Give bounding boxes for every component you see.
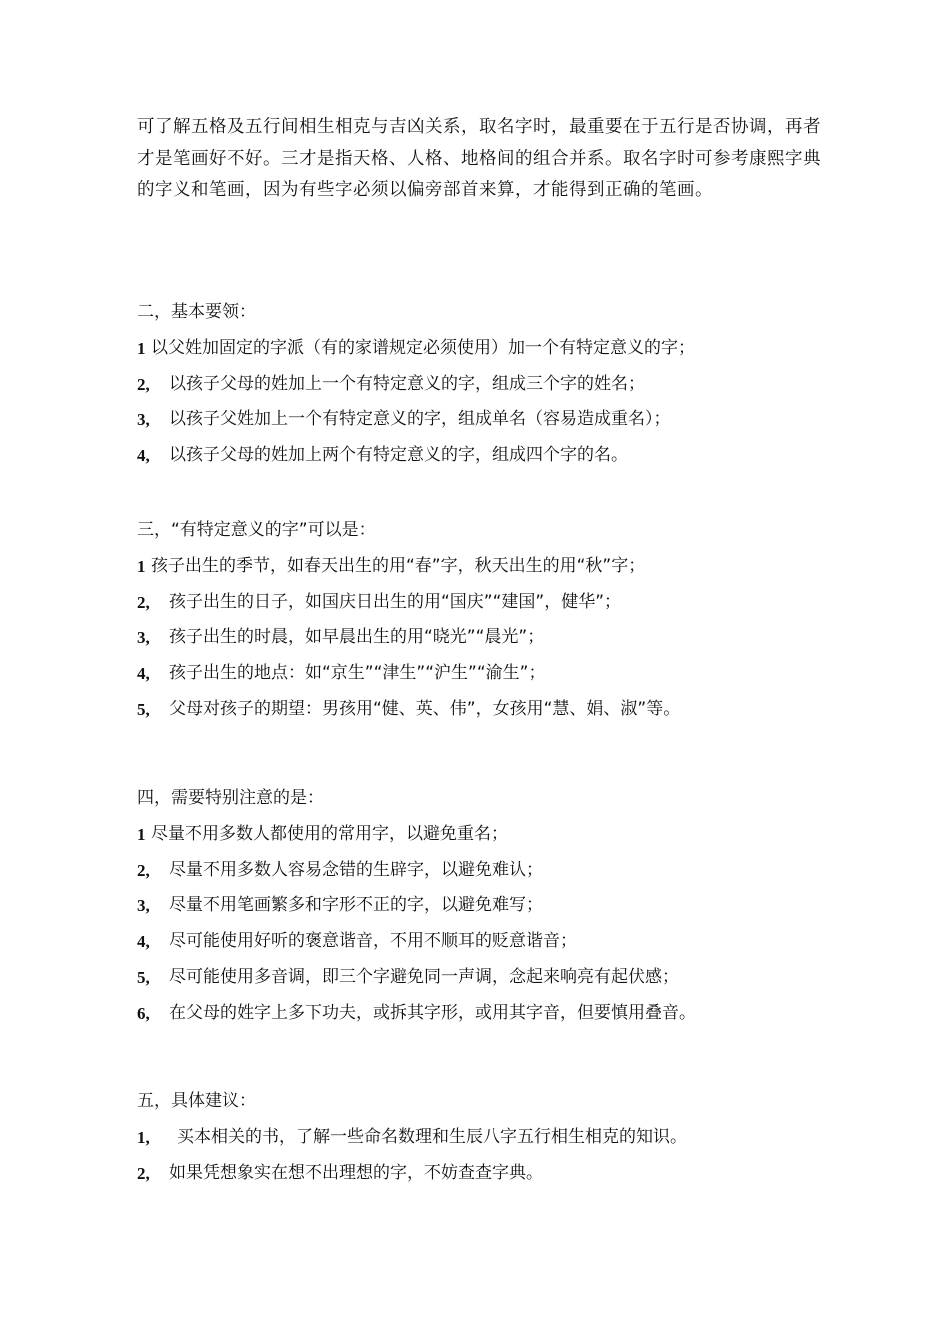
list-item — [137, 1120, 837, 1156]
list-item — [137, 331, 837, 367]
item-number: 4, — [137, 446, 150, 466]
item-text: 孩子出生的时晨，如早晨出生的用“晓光”“晨光”； — [169, 627, 545, 648]
list-item — [137, 924, 837, 960]
item-text: 尽量不用多数人都使用的常用字，以避免重名； — [151, 823, 508, 844]
section-specific-suggestions — [137, 1084, 837, 1191]
item-text: 如果凭想象实在想不出理想的字，不妨查查字典。 — [169, 1162, 543, 1183]
item-text: 尽量不用多数人容易念错的生辟字，以避免难认； — [169, 859, 543, 880]
item-number: 3, — [137, 410, 150, 430]
section-basic-principles — [137, 295, 837, 474]
item-text: 孩子出生的季节，如春天出生的用“春”字，秋天出生的用“秋”字； — [151, 555, 646, 576]
list-item — [137, 402, 837, 438]
item-number: 4, — [137, 932, 150, 952]
list-item — [137, 656, 837, 692]
item-number: 1 — [137, 556, 146, 576]
list-item — [137, 817, 837, 853]
list-item — [137, 996, 837, 1032]
item-text: 尽可能使用好听的褒意谐音，不用不顺耳的贬意谐音； — [169, 931, 577, 952]
list-item — [137, 888, 837, 924]
item-number: 2, — [137, 1163, 150, 1183]
item-text: 父母对孩子的期望：男孩用“健、英、伟”，女孩用“慧、娟、淑”等。 — [169, 698, 681, 719]
item-number: 4, — [137, 664, 150, 684]
item-number: 3, — [137, 628, 150, 648]
item-number: 2, — [137, 860, 150, 880]
item-number: 3, — [137, 896, 150, 916]
list-item — [137, 549, 837, 585]
item-number: 2, — [137, 592, 150, 612]
item-number: 6, — [137, 1003, 150, 1023]
item-text: 尽量不用笔画繁多和字形不正的字，以避免难写； — [169, 895, 543, 916]
item-number: 1 — [137, 338, 146, 358]
section-heading: 二，基本要领： — [137, 302, 256, 322]
item-text: 买本相关的书，了解一些命名数理和生辰八字五行相生相克的知识。 — [177, 1126, 687, 1147]
item-number: 2, — [137, 374, 150, 394]
item-text: 孩子出生的日子，如国庆日出生的用“国庆”“建国”，健华”； — [169, 591, 622, 612]
section-heading: 四，需要特别注意的是： — [137, 788, 324, 808]
item-text: 在父母的姓字上多下功夫，或拆其字形，或用其字音，但要慎用叠音。 — [169, 1002, 696, 1023]
item-number: 1 — [137, 824, 146, 844]
section-heading: 三，“有特定意义的字”可以是： — [137, 520, 376, 540]
list-item — [137, 620, 837, 656]
intro-paragraph: 可了解五格及五行间相生相克与吉凶关系，取名字时，最重要在于五行是否协调，再者才是笔画好不好。三才是指天格、人格、地格间的组合并系。取名字时可参考康熙字典的字义和笔画，因为有些字必须以偏旁部首来算，才能得到正确的笔画。 — [137, 117, 821, 201]
item-number: 1, — [137, 1127, 150, 1147]
item-text: 以孩子父母的姓加上两个有特定意义的字，组成四个字的名。 — [169, 445, 628, 466]
section-special-notes — [137, 781, 837, 1032]
item-text: 尽可能使用多音调，即三个字避免同一声调，念起来响亮有起伏感； — [169, 966, 679, 987]
section-heading: 五，具体建议： — [137, 1091, 256, 1111]
list-item — [137, 367, 837, 403]
list-item — [137, 438, 837, 474]
list-item — [137, 960, 837, 996]
list-item — [137, 692, 837, 728]
item-number: 5, — [137, 967, 150, 987]
item-text: 以父姓加固定的字派（有的家谱规定必须使用）加一个有特定意义的字； — [151, 337, 695, 358]
list-item — [137, 853, 837, 889]
list-item — [137, 1156, 837, 1192]
item-number: 5, — [137, 699, 150, 719]
list-item — [137, 585, 837, 621]
item-text: 孩子出生的地点：如“京生”“津生”“沪生”“渝生”； — [169, 663, 546, 684]
item-text: 以孩子父母的姓加上一个有特定意义的字，组成三个字的姓名； — [169, 373, 645, 394]
section-meaningful-characters — [137, 513, 837, 728]
item-text: 以孩子父姓加上一个有特定意义的字，组成单名（容易造成重名）； — [169, 409, 671, 430]
